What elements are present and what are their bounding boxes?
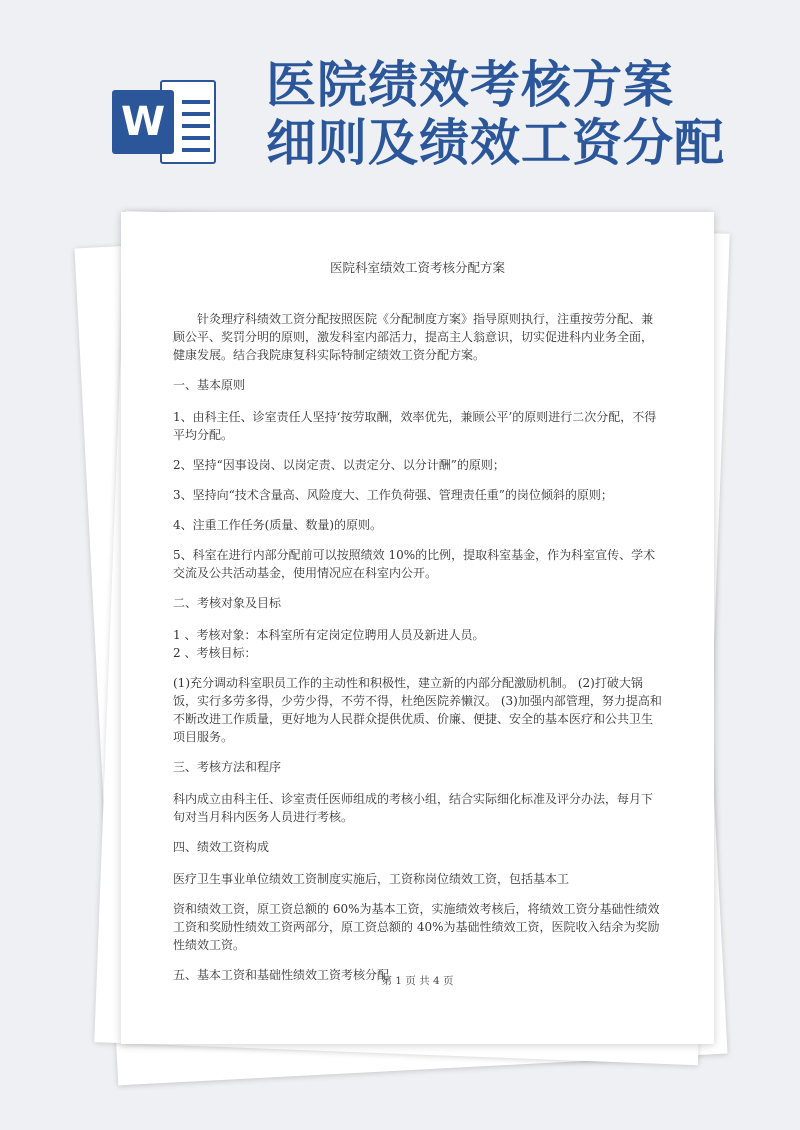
section-heading-5: 五、基本工资和基础性绩效工资考核分配: [173, 968, 390, 982]
section-heading-2: 二、考核对象及目标: [173, 596, 282, 610]
section-heading-1: 一、基本原则: [173, 378, 246, 392]
banner-headline: [266, 56, 725, 172]
document-title: 医院科室绩效工资考核分配方案: [329, 260, 505, 275]
intro-paragraph: 针灸理疗科绩效工资分配按照医院《分配制度方案》指导原则执行，注重按劳分配、兼顾公平、奖罚分明的原则，激发科室内部活力，提高主人翁意识，切实促进科内业务全面，健康发展。结合我院康复科实际特制定绩效工资分配方案。: [173, 312, 654, 362]
headline-line-1: 医院绩效考核方案: [266, 56, 674, 114]
section-heading-3: 三、考核方法和程序: [173, 760, 282, 774]
section-heading-4: 四、绩效工资构成: [173, 840, 270, 854]
principle-item-4: 4、注重工作任务(质量、数量)的原则。: [173, 518, 382, 532]
principle-item-5: 5、科室在进行内部分配前可以按照绩效 10%的比例，提取科室基金，作为科室宣传、学术交流及公共活动基金，使用情况应在科室内公开。: [173, 548, 656, 580]
document-page: [121, 212, 714, 1044]
headline-line-2: 细则及绩效工资分配: [266, 114, 725, 172]
assessment-target: 1 、考核对象：本科室所有定岗定位聘用人员及新进人员。: [173, 628, 485, 642]
salary-paragraph-1: 医疗卫生事业单位绩效工资制度实施后，工资称岗位绩效工资，包括基本工: [173, 872, 570, 886]
method-paragraph: 科内成立由科主任、诊室责任医师组成的考核小组，结合实际细化标准及评分办法，每月下旬对当月科内医务人员进行考核。: [173, 792, 654, 824]
banner: [0, 0, 800, 210]
salary-paragraph-2: 资和绩效工资，原工资总额的 60%为基本工资，实施绩效考核后，将绩效工资分基础性绩效工资和奖励性绩效工资两部分，原工资总额的 40%为基础性绩效工资，医院收入结余为奖励性绩效工资。: [173, 902, 660, 952]
word-icon: [112, 76, 216, 168]
principle-item-3: 3、坚持向“技术含量高、风险度大、工作负荷强、管理责任重”的岗位倾斜的原则；: [173, 488, 613, 502]
assessment-goals: (1)充分调动科室职员工作的主动性和积极性，建立新的内部分配激励机制。 (2)打破大锅饭，实行多劳多得，少劳少得，不劳不得，杜绝医院养懒汉。 (3)加强内部管理，努力提高和不断改进工作质量，更好地为人民群众提供优质、价廉、便捷、安全的基本医疗和公共卫生项目服务。: [173, 676, 662, 744]
principle-item-2: 2、坚持“因事设岗、以岗定责、以责定分、以分计酬”的原则；: [173, 458, 505, 472]
assessment-goal-label: 2 、考核目标：: [173, 646, 257, 660]
word-letter-badge: W: [112, 90, 174, 154]
principle-item-1: 1、由科主任、诊室责任人坚持‘按劳取酬，效率优先，兼顾公平’的原则进行二次分配，不得平均分配。: [173, 410, 657, 442]
page-number: 第 1 页 共 4 页: [381, 975, 454, 987]
